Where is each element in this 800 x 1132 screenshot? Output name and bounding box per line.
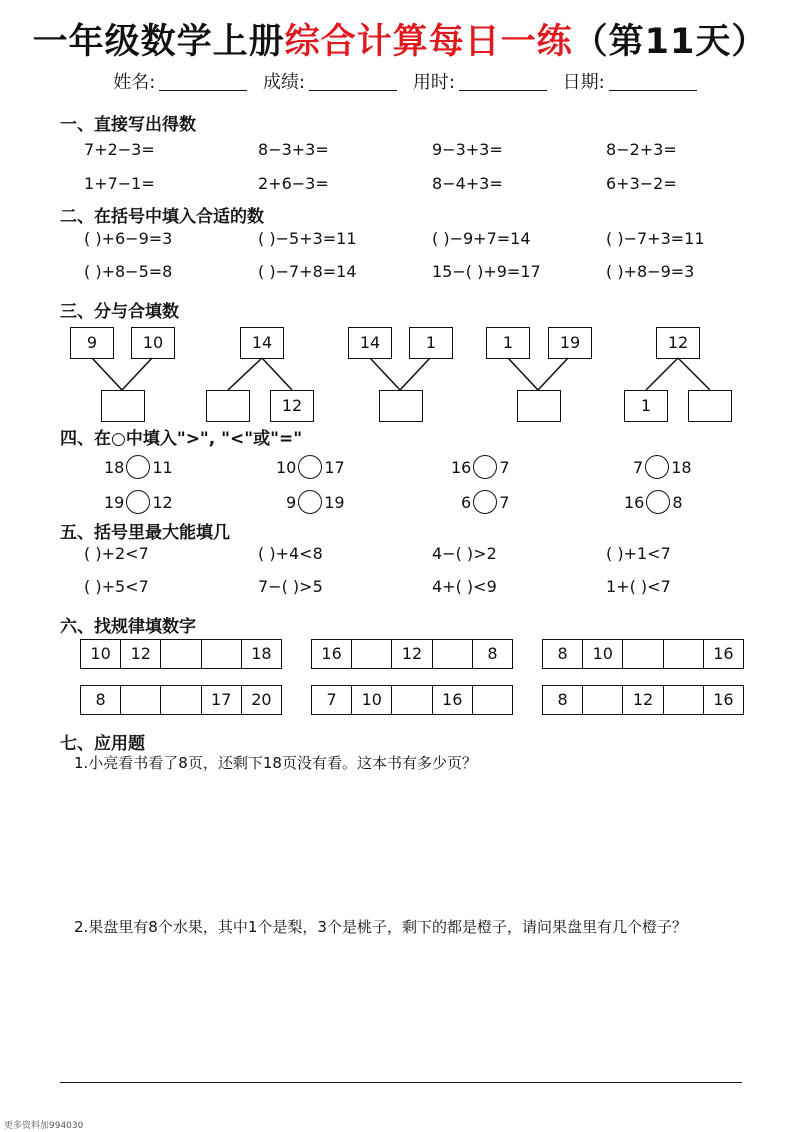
seq-cell: 18 xyxy=(241,640,281,668)
split-top-box: 19 xyxy=(548,327,592,359)
compare-item xyxy=(104,490,173,514)
split-bottom-box[interactable] xyxy=(379,390,423,422)
split-top-box: 14 xyxy=(240,327,284,359)
seq-cell[interactable] xyxy=(663,686,703,714)
split-top-box: 9 xyxy=(70,327,114,359)
word-problem-1: 1.小亮看书看了8页，还剩下18页没有看。这本书有多少页？ xyxy=(74,754,477,772)
s1-item: 9−3+3= xyxy=(432,140,503,159)
title-suffix: （第11天） xyxy=(572,22,768,62)
compare-circle[interactable] xyxy=(645,455,669,479)
split-bottom-box: 12 xyxy=(270,390,314,422)
seq-cell[interactable] xyxy=(582,686,622,714)
seq-cell[interactable] xyxy=(391,686,431,714)
sequence-row xyxy=(311,685,513,715)
s2-item: ( )−7+3=11 xyxy=(606,229,705,248)
s5-item: 4−( )>2 xyxy=(432,544,497,563)
seq-cell: 8 xyxy=(95,690,106,709)
seq-cell: 16 xyxy=(432,686,472,714)
seq-cell[interactable] xyxy=(201,640,241,668)
compare-circle[interactable] xyxy=(126,490,150,514)
split-bottom-box[interactable] xyxy=(206,390,250,422)
watermark: 更多资料加994030 xyxy=(4,1121,84,1131)
seq-cell: 12 xyxy=(120,640,160,668)
compare-right: 12 xyxy=(152,493,173,512)
sequence-row xyxy=(80,685,282,715)
section-2-title: 二、在括号中填入合适的数 xyxy=(60,207,264,227)
compare-item xyxy=(286,490,345,514)
s5-item: 7−( )>5 xyxy=(258,577,323,596)
compare-circle[interactable] xyxy=(473,455,497,479)
compare-item xyxy=(624,490,683,514)
compare-left: 6 xyxy=(461,493,472,512)
date-label: 日期: xyxy=(562,72,605,93)
seq-cell: 8 xyxy=(557,644,568,663)
compare-left: 16 xyxy=(451,458,472,477)
sequence-row xyxy=(80,639,282,669)
s5-item: 1+( )<7 xyxy=(606,577,671,596)
s5-item: ( )+1<7 xyxy=(606,544,671,563)
seq-cell: 17 xyxy=(201,686,241,714)
s5-item: 4+( )<9 xyxy=(432,577,497,596)
seq-cell: 8 xyxy=(472,640,512,668)
compare-item xyxy=(276,455,345,479)
seq-cell: 12 xyxy=(391,640,431,668)
seq-cell: 16 xyxy=(703,640,743,668)
s5-item: ( )+5<7 xyxy=(84,577,149,596)
seq-cell: 10 xyxy=(351,686,391,714)
sequence-row xyxy=(542,685,744,715)
s2-item: ( )+6−9=3 xyxy=(84,229,173,248)
s2-item: 15−( )+9=17 xyxy=(432,262,541,281)
split-top-box: 14 xyxy=(348,327,392,359)
seq-cell: 16 xyxy=(321,644,342,663)
split-bottom-box[interactable] xyxy=(688,390,732,422)
compare-circle[interactable] xyxy=(298,490,322,514)
compare-circle[interactable] xyxy=(298,455,322,479)
name-blank[interactable] xyxy=(159,72,247,91)
info-line xyxy=(0,68,800,94)
seq-cell[interactable] xyxy=(351,640,391,668)
compare-right: 11 xyxy=(152,458,173,477)
split-bottom-box: 1 xyxy=(624,390,668,422)
seq-cell: 20 xyxy=(241,686,281,714)
compare-item xyxy=(451,455,510,479)
compare-left: 19 xyxy=(104,493,125,512)
date-blank[interactable] xyxy=(609,72,697,91)
s2-item: ( )−9+7=14 xyxy=(432,229,531,248)
seq-cell: 16 xyxy=(703,686,743,714)
score-blank[interactable] xyxy=(309,72,397,91)
compare-item xyxy=(461,490,509,514)
time-blank[interactable] xyxy=(459,72,547,91)
seq-cell[interactable] xyxy=(472,686,512,714)
score-label: 成绩: xyxy=(263,72,306,93)
s5-item: ( )+4<8 xyxy=(258,544,323,563)
s2-item: ( )+8−5=8 xyxy=(84,262,173,281)
compare-right: 17 xyxy=(324,458,345,477)
sequence-row xyxy=(311,639,513,669)
s5-item: ( )+2<7 xyxy=(84,544,149,563)
s1-item: 1+7−1= xyxy=(84,174,155,193)
s1-item: 6+3−2= xyxy=(606,174,677,193)
seq-cell: 7 xyxy=(326,690,337,709)
seq-cell[interactable] xyxy=(622,640,662,668)
footer-divider xyxy=(60,1082,742,1083)
seq-cell[interactable] xyxy=(432,640,472,668)
s1-item: 8−4+3= xyxy=(432,174,503,193)
compare-left: 9 xyxy=(286,493,297,512)
seq-cell[interactable] xyxy=(160,686,200,714)
s1-item: 7+2−3= xyxy=(84,140,155,159)
s1-item: 2+6−3= xyxy=(258,174,329,193)
split-bottom-box[interactable] xyxy=(101,390,145,422)
split-top-box: 10 xyxy=(131,327,175,359)
compare-left: 16 xyxy=(624,493,645,512)
compare-circle[interactable] xyxy=(473,490,497,514)
compare-circle[interactable] xyxy=(126,455,150,479)
name-label: 姓名: xyxy=(113,72,156,93)
section-1-title: 一、直接写出得数 xyxy=(60,115,196,135)
s1-item: 8−2+3= xyxy=(606,140,677,159)
s2-item: ( )−7+8=14 xyxy=(258,262,357,281)
s2-item: ( )−5+3=11 xyxy=(258,229,357,248)
compare-item xyxy=(633,455,692,479)
compare-left: 10 xyxy=(276,458,297,477)
section-5-title: 五、括号里最大能填几 xyxy=(60,523,230,543)
compare-circle[interactable] xyxy=(646,490,670,514)
compare-right: 18 xyxy=(671,458,692,477)
title-red: 综合计算每日一练 xyxy=(284,22,573,62)
sequence-row xyxy=(542,639,744,669)
section-6-title: 六、找规律填数字 xyxy=(60,617,196,637)
split-bottom-box[interactable] xyxy=(517,390,561,422)
section-4-title: 四、在○中填入">", "<"或"=" xyxy=(60,429,303,449)
section-7-title: 七、应用题 xyxy=(60,734,145,754)
seq-cell: 8 xyxy=(557,690,568,709)
seq-cell: 12 xyxy=(622,686,662,714)
seq-cell[interactable] xyxy=(120,686,160,714)
seq-cell[interactable] xyxy=(160,640,200,668)
split-top-box: 1 xyxy=(486,327,530,359)
time-label: 用时: xyxy=(412,72,455,93)
split-top-box: 1 xyxy=(409,327,453,359)
compare-left: 7 xyxy=(633,458,644,477)
seq-cell[interactable] xyxy=(663,640,703,668)
s1-item: 8−3+3= xyxy=(258,140,329,159)
page-title xyxy=(0,14,800,64)
seq-cell: 10 xyxy=(582,640,622,668)
compare-right: 7 xyxy=(499,458,510,477)
compare-right: 19 xyxy=(324,493,345,512)
compare-item xyxy=(104,455,173,479)
s2-item: ( )+8−9=3 xyxy=(606,262,695,281)
word-problem-2: 2.果盘里有8个水果，其中1个是梨，3个是桃子，剩下的都是橙子，请问果盘里有几个橙子？ xyxy=(74,918,687,936)
title-black: 一年级数学上册 xyxy=(32,22,285,62)
compare-left: 18 xyxy=(104,458,125,477)
compare-right: 8 xyxy=(672,493,683,512)
split-top-box: 12 xyxy=(656,327,700,359)
seq-cell: 10 xyxy=(90,644,111,663)
section-3-title: 三、分与合填数 xyxy=(60,302,179,322)
compare-right: 7 xyxy=(499,493,510,512)
